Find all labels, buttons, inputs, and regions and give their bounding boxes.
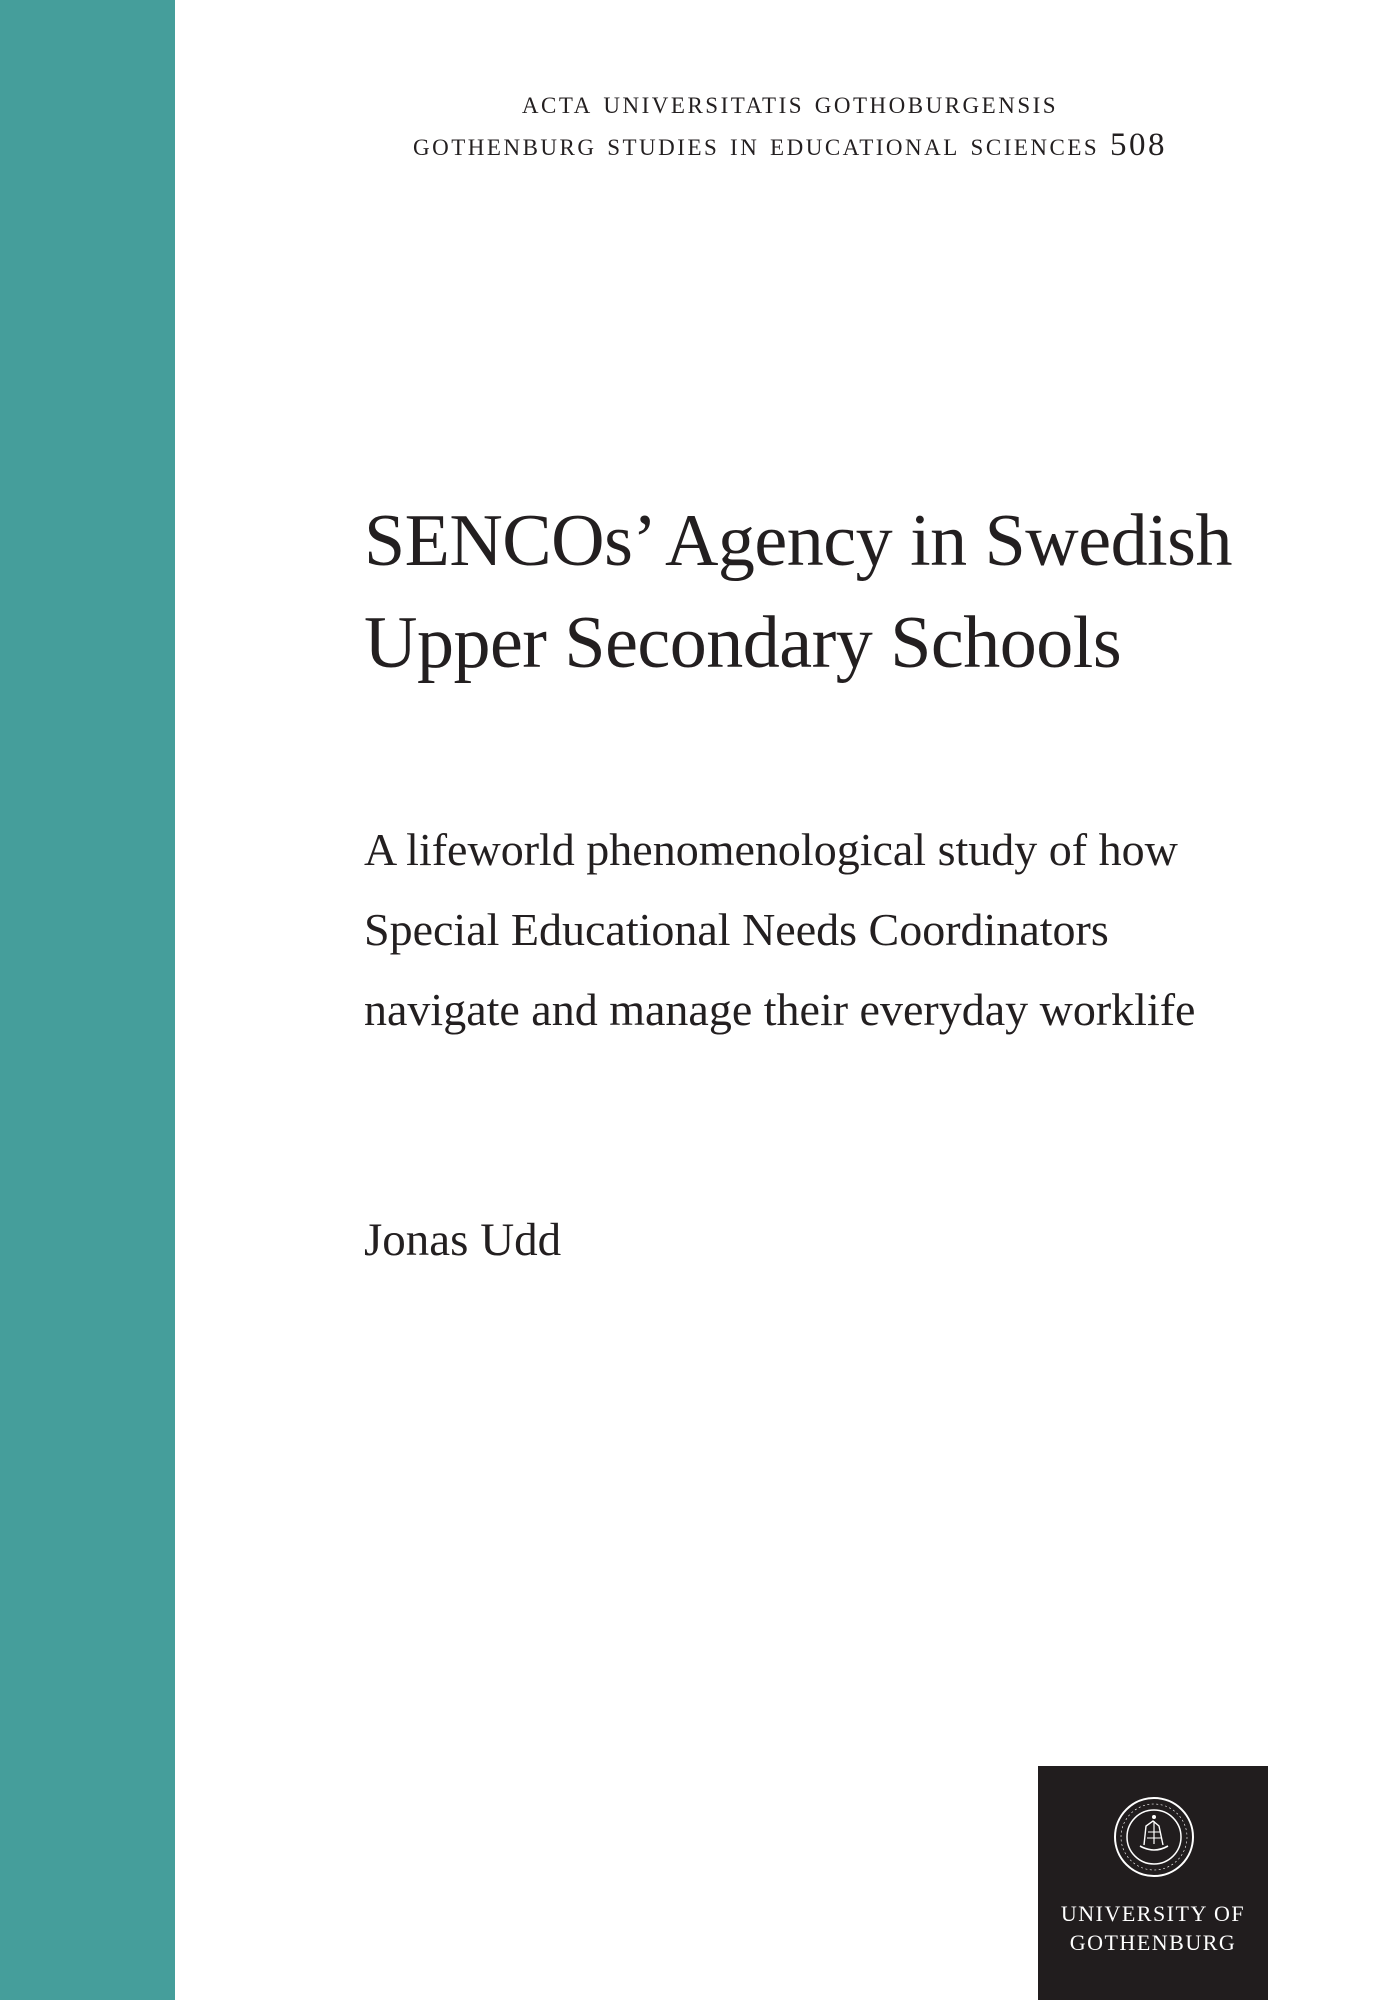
series-header bbox=[360, 82, 1220, 166]
book-title-line-1: SENCOs’ Agency in Swedish bbox=[364, 500, 1232, 582]
book-subtitle bbox=[364, 810, 1304, 1050]
author-name: Jonas Udd bbox=[364, 1214, 562, 1266]
cover-spine-band bbox=[0, 0, 175, 2000]
series-subtitle: gothenburg studies in educational sciences 508 bbox=[413, 127, 1167, 163]
university-wordmark-line-1: UNIVERSITY OF bbox=[1060, 1901, 1246, 1926]
book-title-line-2: Upper Secondary Schools bbox=[364, 602, 1122, 684]
book-title bbox=[364, 490, 1304, 694]
university-logo bbox=[1038, 1766, 1268, 2000]
book-subtitle-line-3: navigate and manage their everyday worklife bbox=[364, 984, 1196, 1035]
university-wordmark bbox=[1038, 1899, 1268, 1957]
university-wordmark-line-2: GOTHENBURG bbox=[1069, 1930, 1237, 1955]
university-seal-icon bbox=[1113, 1796, 1195, 1878]
book-subtitle-line-1: A lifeworld phenomenological study of how bbox=[364, 824, 1178, 875]
book-subtitle-line-2: Special Educational Needs Coordinators bbox=[364, 904, 1109, 955]
series-name: acta universitatis gothoburgensis bbox=[521, 85, 1059, 121]
